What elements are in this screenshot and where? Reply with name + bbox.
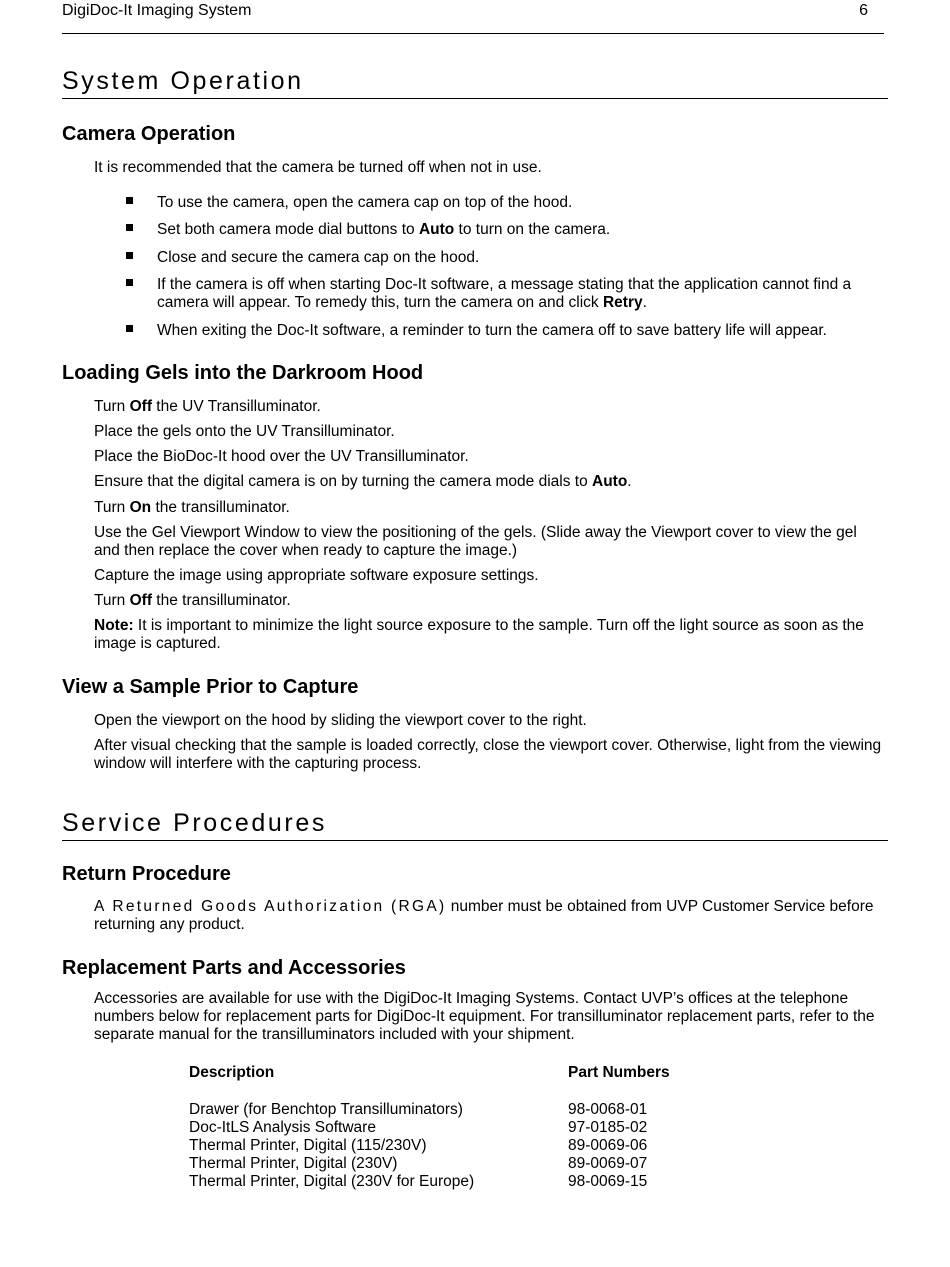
bullet-marker: [126, 279, 133, 286]
heading-camera-operation: Camera Operation: [62, 123, 236, 145]
table-row: Thermal Printer, Digital (115/230V) 89-0069-06: [189, 1137, 648, 1154]
heading-replacement-parts: Replacement Parts and Accessories: [62, 957, 406, 979]
loading-note: Note: It is important to minimize the light source exposure to the sample. Turn off the light source as soon as the image is captured.: [94, 617, 864, 652]
loading-step: Turn Off the transilluminator.: [94, 592, 291, 609]
bullet-marker: [126, 325, 133, 332]
column-header-description: Description: [189, 1064, 275, 1081]
view-paragraph: Open the viewport on the hood by sliding the viewport cover to the right.: [94, 712, 587, 729]
parts-intro: Accessories are available for use with the DigiDoc-It Imaging Systems. Contact UVP’s offices at the telephone numbers below for replacement parts for DigiDoc-It equipment. For transilluminator replacement parts, refer to the separate manual for the transilluminators included with your shipment.: [94, 990, 875, 1043]
table-row: Doc-ItLS Analysis Software 97-0185-02: [189, 1119, 648, 1136]
loading-step: Place the BioDoc-It hood over the UV Transilluminator.: [94, 448, 469, 465]
view-paragraph: After visual checking that the sample is loaded correctly, close the viewport cover. Otherwise, light from the viewing window will interfere with the capturing process.: [94, 737, 882, 772]
loading-step: Turn On the transilluminator.: [94, 499, 290, 516]
table-row: Drawer (for Benchtop Transilluminators) 98-0068-01: [189, 1101, 648, 1118]
loading-step: Ensure that the digital camera is on by turning the camera mode dials to Auto.: [94, 473, 632, 490]
loading-step: Use the Gel Viewport Window to view the positioning of the gels. (Slide away the Viewport cover to view the gel and then replace the cover when ready to capture the image.): [94, 524, 857, 559]
column-header-part-numbers: Part Numbers: [568, 1064, 670, 1081]
heading-return-procedure: Return Procedure: [62, 863, 231, 885]
document-page: [62, 0, 888, 1267]
bullet-marker: [126, 197, 133, 204]
loading-step: Capture the image using appropriate software exposure settings.: [94, 567, 539, 584]
camera-intro: It is recommended that the camera be turned off when not in use.: [94, 159, 542, 176]
table-row: Thermal Printer, Digital (230V) 89-0069-07: [189, 1155, 648, 1172]
loading-step: Turn Off the UV Transilluminator.: [94, 398, 321, 415]
camera-bullet: When exiting the Doc-It software, a reminder to turn the camera off to save battery life will appear.: [157, 322, 827, 339]
camera-bullet: To use the camera, open the camera cap on top of the hood.: [157, 194, 573, 211]
camera-bullet: Close and secure the camera cap on the hood.: [157, 249, 480, 266]
page-header: [62, 1, 884, 34]
section-heading-system-operation: System Operation: [62, 66, 888, 99]
section-heading-service-procedures: Service Procedures: [62, 808, 888, 841]
return-paragraph: A Returned Goods Authorization (RGA) number must be obtained from UVP Customer Service before returning any product.: [94, 898, 874, 933]
camera-bullet: Set both camera mode dial buttons to Auto to turn on the camera.: [157, 221, 611, 238]
document-title: DigiDoc-It Imaging System: [62, 2, 252, 19]
table-row: Thermal Printer, Digital (230V for Europe) 98-0069-15: [189, 1173, 648, 1190]
bullet-marker: [126, 224, 133, 231]
heading-view-sample: View a Sample Prior to Capture: [62, 676, 359, 698]
heading-loading-gels: Loading Gels into the Darkroom Hood: [62, 362, 424, 384]
bullet-marker: [126, 252, 133, 259]
page-number: 6: [859, 2, 868, 19]
loading-step: Place the gels onto the UV Transilluminator.: [94, 423, 395, 440]
camera-bullet: If the camera is off when starting Doc-It software, a message stating that the application cannot find a camera will appear. To remedy this, turn the camera on and click Retry.: [157, 276, 852, 311]
